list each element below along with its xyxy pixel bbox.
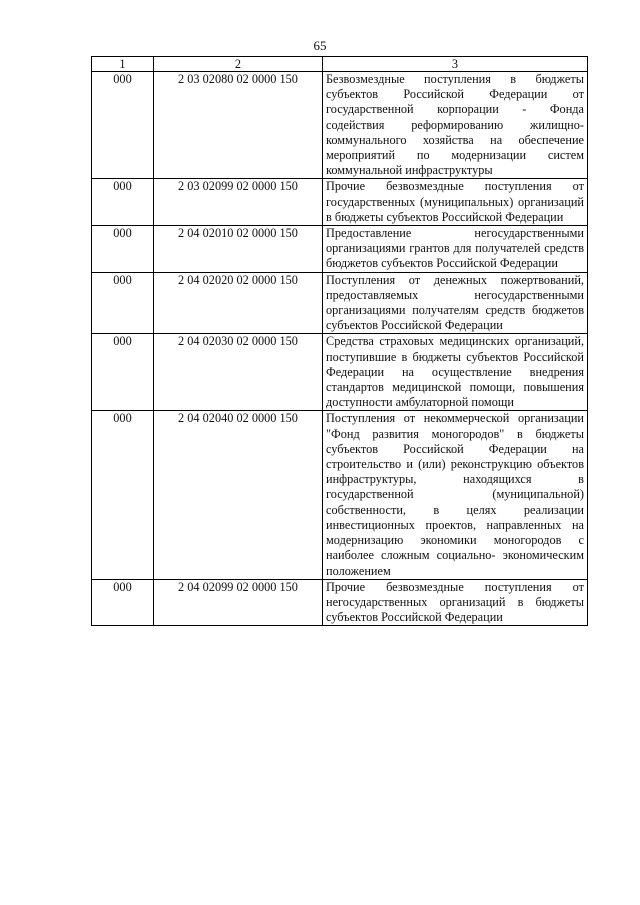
table-row xyxy=(92,272,588,334)
revenue-name-line: доступности амбулаторной помощи xyxy=(326,395,514,410)
revenue-name-cell xyxy=(323,226,588,273)
revenue-code-cell: 2 04 02020 02 0000 150 xyxy=(154,272,323,334)
revenue-name-line: государственной корпорации - Фонда xyxy=(326,102,584,117)
table-row xyxy=(92,179,588,226)
column-header-2: 2 xyxy=(154,57,323,72)
revenue-name-line: инвестиционных проектов, направленных xyxy=(326,517,562,532)
revenue-name-line: Поступления от некоммерческой xyxy=(326,411,510,426)
table-row xyxy=(92,579,588,626)
revenue-name-line: организации "Фонд развития xyxy=(326,411,584,441)
column-header-3: 3 xyxy=(323,57,588,72)
revenue-name-line: Средства страховых медицинских xyxy=(326,334,510,349)
revenue-code-cell: 2 04 02030 02 0000 150 xyxy=(154,334,323,411)
revenue-code-cell: 2 04 02010 02 0000 150 xyxy=(154,226,323,273)
revenue-name-line: Российской Федерации xyxy=(441,209,564,224)
revenue-name-line: коммунальной инфраструктуры xyxy=(326,163,493,178)
revenue-name-line: негосударственных организаций в xyxy=(326,594,524,609)
admin-code-cell: 000 xyxy=(92,334,154,411)
revenue-name-line: средств бюджетов субъектов Российской xyxy=(326,241,584,271)
revenue-name-line: организаций в бюджеты субъектов xyxy=(326,194,584,224)
revenue-name-line: субъектов Российской Федерации от xyxy=(326,87,584,102)
page-number: 65 xyxy=(313,38,327,53)
revenue-name-line: медицинской помощи, повышения xyxy=(392,380,585,395)
revenue-name-line: Безвозмездные поступления в бюджеты xyxy=(326,72,584,86)
revenue-name-line: инфраструктуры, находящихся в xyxy=(326,472,584,487)
revenue-name-line: организациями грантов для получателей xyxy=(326,241,541,256)
admin-code-cell: 000 xyxy=(92,272,154,334)
revenue-name-line: на модернизацию экономики моногородов xyxy=(326,517,584,548)
revenue-name-line: и (или) реконструкцию объектов xyxy=(406,457,585,472)
revenue-name-line: Федерации xyxy=(499,256,558,271)
revenue-name-cell xyxy=(323,72,588,179)
revenue-name-cell xyxy=(323,179,588,226)
revenue-name-line: негосударственными организациями xyxy=(326,287,584,318)
revenue-code-cell: 2 03 02080 02 0000 150 xyxy=(154,72,323,179)
revenue-classification-table xyxy=(91,56,588,626)
revenue-name-line: Прочие безвозмездные поступления от xyxy=(326,179,584,194)
revenue-name-line: Прочие безвозмездные поступления от xyxy=(326,579,584,594)
revenue-name-line: осуществление внедрения стандартов xyxy=(326,364,585,395)
revenue-name-cell xyxy=(323,411,588,579)
admin-code-cell: 000 xyxy=(92,72,154,179)
revenue-name-line: бюджеты субъектов Российской xyxy=(326,594,584,625)
revenue-name-line: экономическим положением xyxy=(326,548,584,578)
revenue-name-line: субъектов Российской Федерации на xyxy=(326,349,584,379)
revenue-name-line: мероприятий по модернизации систем xyxy=(326,148,584,163)
revenue-name-line: моногородов" в бюджеты субъектов xyxy=(326,426,584,456)
table-header-row xyxy=(92,57,588,72)
revenue-name-line: государственных (муниципальных) xyxy=(326,194,514,209)
revenue-code-cell: 2 04 02099 02 0000 150 xyxy=(154,579,323,626)
table-row xyxy=(92,226,588,273)
revenue-name-cell xyxy=(323,579,588,626)
revenue-code-cell: 2 04 02040 02 0000 150 xyxy=(154,411,323,579)
revenue-code-cell: 2 03 02099 02 0000 150 xyxy=(154,179,323,226)
revenue-name-line: Предоставление негосударственными xyxy=(326,226,584,241)
revenue-name-line: Поступления от денежных xyxy=(326,272,487,287)
revenue-name-line: получателям средств бюджетов субъектов xyxy=(326,303,585,333)
revenue-name-line: Российской Федерации на строительство xyxy=(326,441,584,472)
admin-code-cell: 000 xyxy=(92,579,154,626)
table-row xyxy=(92,72,588,179)
revenue-name-line: пожертвований, предоставляемых xyxy=(326,272,584,302)
revenue-name-cell xyxy=(323,272,588,334)
revenue-name-line: Российской Федерации xyxy=(381,318,503,333)
admin-code-cell: 000 xyxy=(92,226,154,273)
column-header-1: 1 xyxy=(92,57,154,72)
revenue-name-line: содействия реформированию жилищно- xyxy=(326,117,584,132)
revenue-name-line: собственности, в целях реализации xyxy=(326,502,584,517)
table-row xyxy=(92,334,588,411)
revenue-name-line: с наиболее сложным социально- xyxy=(326,533,584,563)
admin-code-cell: 000 xyxy=(92,411,154,579)
revenue-name-line: Федерации xyxy=(444,610,503,625)
revenue-name-line: организаций, поступившие в бюджеты xyxy=(326,334,585,364)
revenue-name-line: государственной (муниципальной) xyxy=(326,487,584,502)
table-row xyxy=(92,411,588,579)
admin-code-cell: 000 xyxy=(92,179,154,226)
table-body xyxy=(92,72,588,626)
revenue-name-cell xyxy=(323,334,588,411)
revenue-name-line: коммунального хозяйства на обеспечение xyxy=(326,132,584,147)
